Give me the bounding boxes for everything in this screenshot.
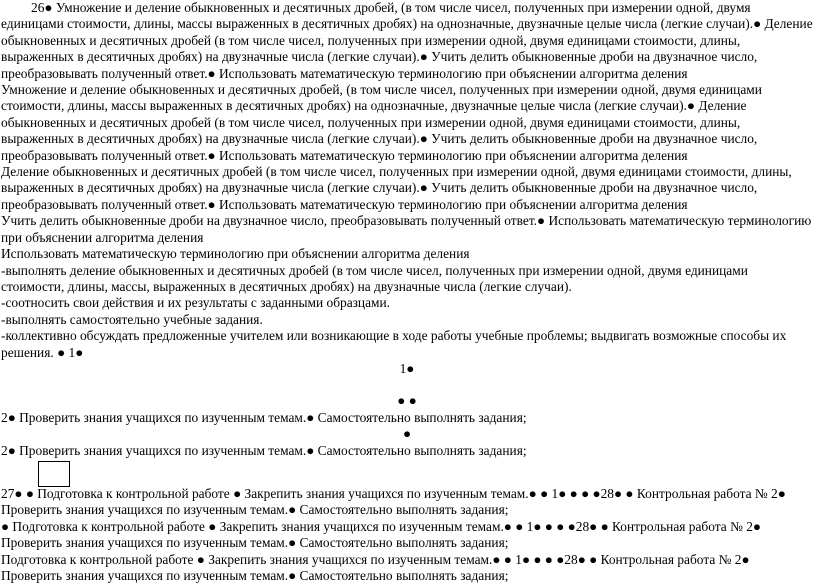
checkbox-box[interactable]	[38, 461, 70, 487]
bullet-marks: ● ●	[397, 393, 417, 409]
paragraph-lesson-27: 27● ● Подготовка к контрольной работе ● Закрепить знания учащихся по изученным темам.● ● 1● ● ● ●28● ● Контрольная работа № 2● Проверить знания учащихся по изученным темам.● Самостоятельно выполнять задания;	[1, 485, 786, 518]
checkbox-row	[1, 459, 813, 486]
paragraph-skill-discuss: -коллективно обсуждать предложенные учителем или возникающие в ходе работы учебные проблемы; выдвигать возможные способы их решения. ● 1●	[1, 328, 787, 360]
paragraph-skill-independent: -выполнять самостоятельно учебные задания.	[1, 311, 263, 327]
paragraph-skill-division: -выполнять деление обыкновенных и десятичных дробей (в том числе чисел, полученных при измерении одной, двумя единицами стоимости, длины, массы, выраженных в десятичных дробях) на двузначные числа (легкие случаи).	[1, 262, 748, 294]
paragraph-skill-compare: -соотносить свои действия и их результаты с заданными образцами.	[1, 295, 391, 311]
spacer	[1, 377, 813, 393]
bullet-mark: ●	[402, 426, 412, 442]
paragraph-topic-two-digit: Учить делить обыкновенные дроби на двузначное число, преобразовывать полученный ответ.● Использовать математическую терминологию при объяснении алгоритма деления	[1, 213, 812, 245]
paragraph-check-knowledge-repeat: 2● Проверить знания учащихся по изученным темам.● Самостоятельно выполнять задания;	[1, 442, 527, 458]
paragraph-test-prep: ● Подготовка к контрольной работе ● Закрепить знания учащихся по изученным темам.● ● 1● ● ● ●28● ● Контрольная работа № 2● Проверить знания учащихся по изученным темам.● Самостоятельно выполнять задания;	[1, 518, 761, 551]
hours-count: 1●	[399, 360, 415, 376]
paragraph-check-knowledge: 2● Проверить знания учащихся по изученным темам.● Самостоятельно выполнять задания;	[1, 409, 527, 425]
document-body	[1, 0, 813, 584]
paragraph-test-prep-repeat: Подготовка к контрольной работе ● Закрепить знания учащихся по изученным темам.● ● 1● ● ● ●28● ● Контрольная работа № 2● Проверить знания учащихся по изученным темам.● Самостоятельно выполнять задания;	[1, 551, 750, 583]
paragraph-topic-terminology: Использовать математическую терминологию при объяснении алгоритма деления	[1, 246, 470, 262]
paragraph-lesson-26: 26● Умножение и деление обыкновенных и десятичных дробей, (в том числе чисел, полученных при измерении одной, двумя единицами стоимости, длины, массы выраженных в десятичных дробях) на однозначные, двузначные целые числа (легкие случаи).● Деление обыкновенных и десятичных дробей (в том числе чисел, полученных при измерении одной, двумя единицами стоимости, длины, выраженных в десятичных дробях) на двузначные числа (легкие случаи).● Учить делить обыкновенные дроби на двузначное число, преобразовывать полученный ответ.● Использовать математическую терминологию при объяснении алгоритма деления	[1, 0, 813, 81]
paragraph-topic-division: Деление обыкновенных и десятичных дробей (в том числе чисел, полученных при измерении одной, двумя единицами стоимости, длины, выраженных в десятичных дробях) на двузначные числа (легкие случаи).● Учить делить обыкновенные дроби на двузначное число, преобразовывать полученный ответ.● Использовать математическую терминологию при объяснении алгоритма деления	[1, 164, 792, 212]
paragraph-topic-multiplication: Умножение и деление обыкновенных и десятичных дробей, (в том числе чисел, полученных при измерении одной, двумя единицами стоимости, длины, массы выраженных в десятичных дробях) на однозначные, двузначные целые числа (легкие случаи).● Деление обыкновенных и десятичных дробей (в том числе чисел, полученных при измерении одной, двумя единицами стоимости, длины, выраженных в десятичных дробях) на двузначные числа (легкие случаи).● Учить делить обыкновенные дроби на двузначное число, преобразовывать полученный ответ.● Использовать математическую терминологию при объяснении алгоритма деления	[1, 82, 762, 163]
